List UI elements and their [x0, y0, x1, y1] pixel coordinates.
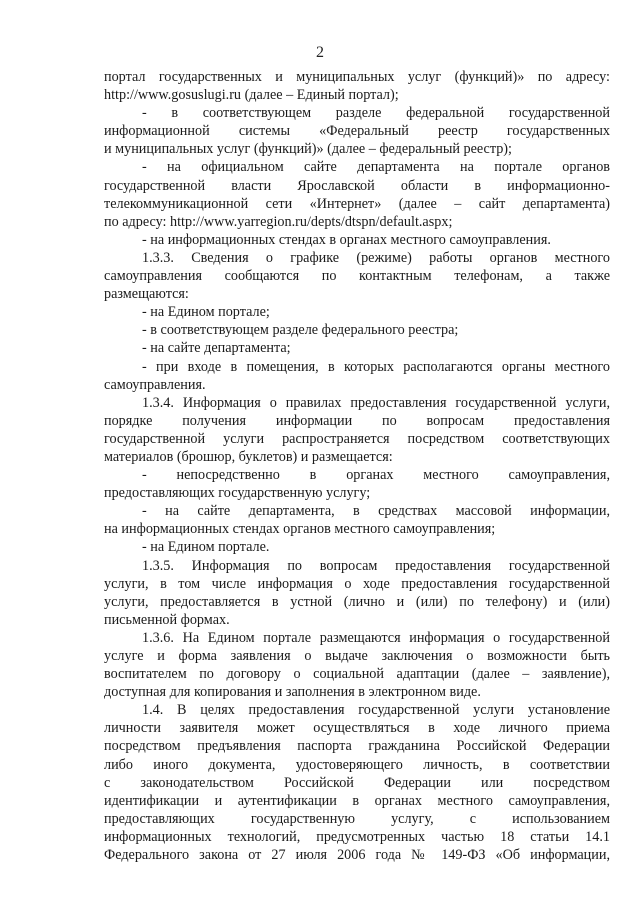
text-line: 1.3.5. Информация по вопросам предоставления государственной: [142, 557, 610, 574]
text-line: информационных технологий, предусмотренных частью 18 статьи 14.1: [104, 828, 610, 845]
text-line: письменной формах.: [104, 611, 230, 628]
text-line: государственной услуги распространяется посредством соответствующих: [104, 430, 610, 447]
text-line: 1.3.3. Сведения о графике (режиме) работы органов местного: [142, 249, 610, 266]
text-line: - на сайте департамента, в средствах массовой информации,: [142, 503, 610, 520]
text-line: либо иного документа, удостоверяющего личность, в соответствии: [104, 756, 610, 773]
text-line: - на Едином портале;: [142, 304, 270, 321]
text-line: личности заявителя может осуществляться в ходе личного приема: [104, 720, 610, 737]
text-line: 1.3.6. На Едином портале размещаются информация о государственной: [142, 629, 610, 646]
text-line: порядке получения информации по вопросам предоставления: [104, 412, 610, 429]
text-line: предоставляющих государственную услугу, с использованием: [104, 810, 610, 827]
text-line: размещаются:: [104, 286, 189, 303]
text-line: доступная для копирования и заполнения в электронном виде.: [104, 684, 481, 701]
text-line: - на сайте департамента;: [142, 340, 291, 357]
page-number: 2: [316, 44, 324, 61]
text-line: 1.4. В целях предоставления государственной услуги установление: [142, 702, 610, 719]
text-line: - на Едином портале.: [142, 539, 270, 556]
text-line: предоставляющих государственную услугу;: [104, 485, 371, 502]
document-body: [104, 68, 610, 864]
text-line: http://www.gosuslugi.ru (далее – Единый портал);: [104, 87, 399, 104]
text-line: материалов (брошюр, буклетов) и размещается:: [104, 448, 393, 465]
text-line: услуги, в том числе информация о ходе предоставления государственной: [104, 575, 610, 592]
text-line: услуге и форма заявления о выдаче заключения о возможности быть: [104, 648, 610, 664]
text-line: с законодательством Российской Федерации или посредством: [104, 774, 610, 791]
text-line: самоуправления сообщаются по контактным телефонам, а также: [104, 268, 610, 285]
text-line: информационной системы «Федеральный реестр государственных: [104, 123, 610, 140]
text-line: по адресу: http://www.yarregion.ru/depts/dtspn/default.aspx;: [104, 213, 453, 230]
text-line: телекоммуникационной сети «Интернет» (далее – сайт департамента): [104, 195, 610, 212]
text-line: посредством предъявления паспорта гражданина Российской Федерации: [104, 738, 610, 755]
text-line: - на информационных стендах в органах местного самоуправления.: [142, 231, 551, 248]
text-line: - в соответствующем разделе федеральной государственной: [142, 105, 610, 122]
text-line: идентификации и аутентификации в органах местного самоуправления,: [104, 792, 610, 809]
text-line: на информационных стендах органов местного самоуправления;: [104, 521, 496, 538]
text-line: - в соответствующем разделе федерального реестра;: [142, 322, 459, 339]
text-line: Федерального закона от 27 июля 2006 года № 149-ФЗ «Об информации,: [104, 847, 610, 864]
text-line: портал государственных и муниципальных услуг (функций)» по адресу:: [104, 69, 610, 85]
text-line: - непосредственно в органах местного самоуправления,: [142, 467, 610, 484]
text-line: - при входе в помещения, в которых располагаются органы местного: [142, 358, 610, 375]
text-line: самоуправления.: [104, 376, 206, 393]
text-line: воспитателем по договору о социальной адаптации (далее – заявление),: [104, 666, 610, 683]
text-line: услуги, предоставляется в устной (лично и (или) по телефону) и (или): [104, 593, 610, 610]
text-line: государственной власти Ярославской области в информационно-: [104, 177, 610, 194]
text-line: и муниципальных услуг (функций)» (далее – федеральный реестр);: [104, 141, 512, 158]
text-line: 1.3.4. Информация о правилах предоставления государственной услуги,: [142, 394, 610, 411]
text-line: - на официальном сайте департамента на портале органов: [142, 159, 610, 176]
